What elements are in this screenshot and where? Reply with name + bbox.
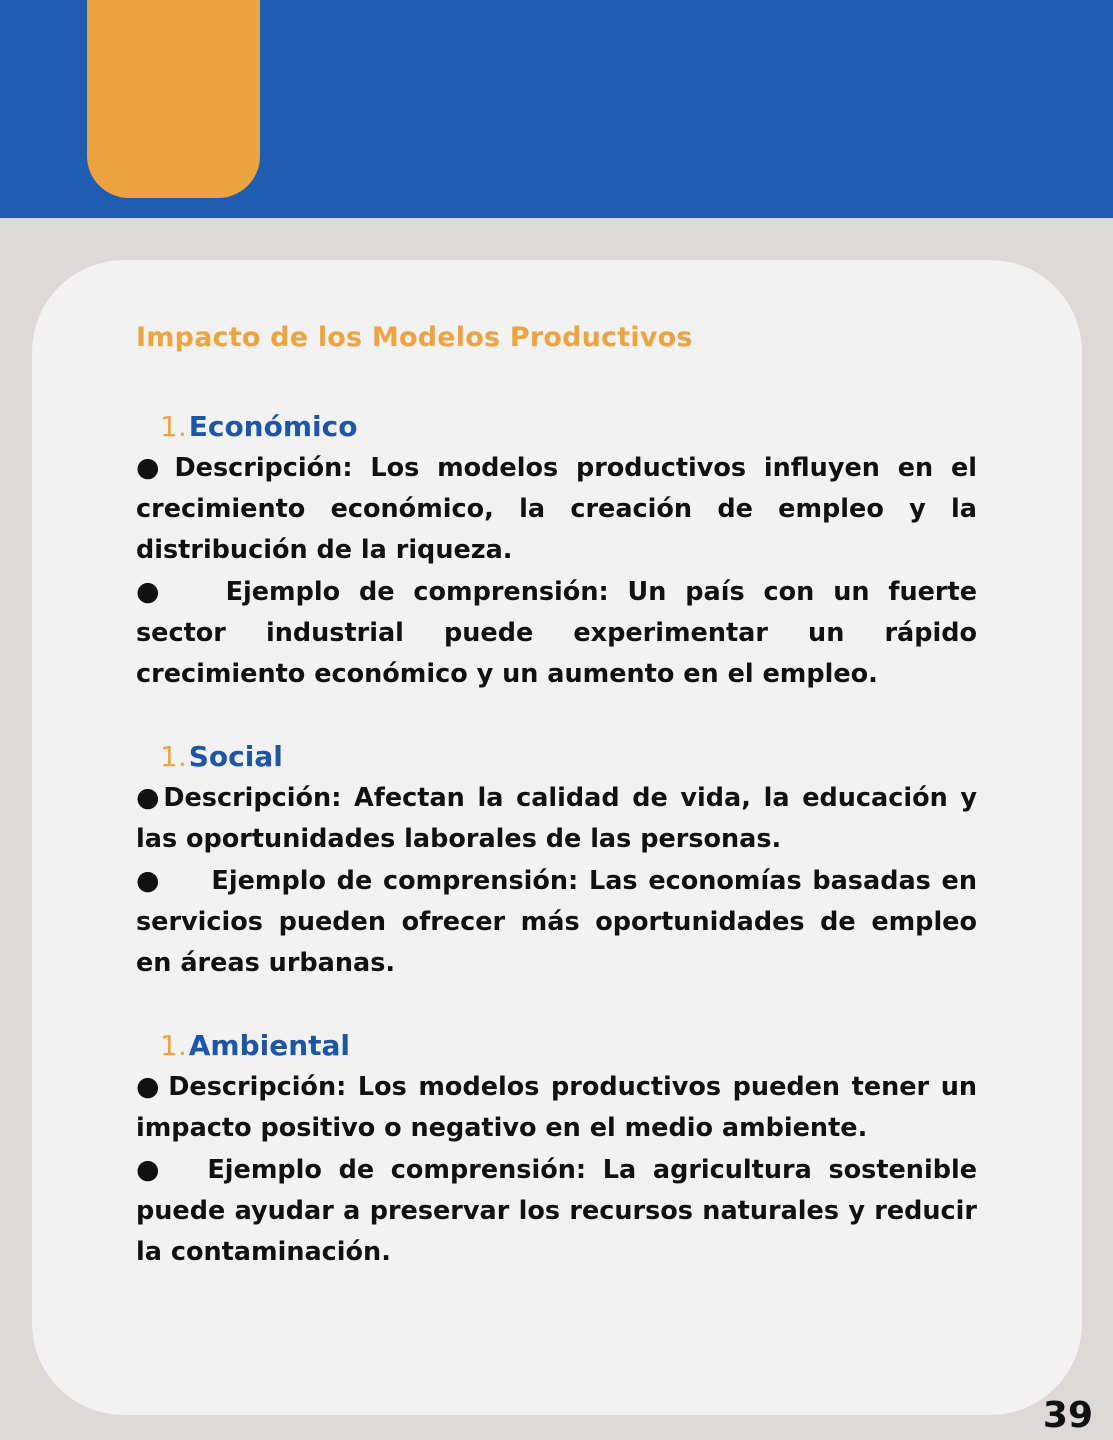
section-social [136,736,977,984]
section-title: Social [188,740,283,773]
bullet-icon: ● [136,865,162,896]
page-content [136,318,977,1314]
example-text: Ejemplo de comprensión: La agricultura sostenible puede ayudar a preservar los recursos naturales y reducir la contaminación. [136,1155,977,1267]
section-heading [136,736,977,777]
header-tab-decoration [87,0,260,198]
description-paragraph [136,1066,977,1149]
example-text: Ejemplo de comprensión: Un país con un fuerte sector industrial puede experimentar un rápido crecimiento económico y un aumento en el empleo. [136,577,977,689]
bullet-icon: ● [136,452,169,483]
description-text: Descripción: Los modelos productivos pueden tener un impacto positivo o negativo en el medio ambiente. [136,1072,978,1143]
bullet-icon: ● [136,1071,163,1102]
example-paragraph [136,1149,977,1273]
bullet-icon: ● [136,576,170,607]
description-text: Descripción: Afectan la calidad de vida, la educación y las oportunidades laborales de las personas. [136,783,978,854]
section-title: Económico [188,410,358,443]
bullet-icon: ● [136,782,164,813]
section-heading [136,406,977,447]
example-text: Ejemplo de comprensión: Las economías basadas en servicios pueden ofrecer más oportunidades de empleo en áreas urbanas. [136,866,978,978]
description-text: Descripción: Los modelos productivos influyen en el crecimiento económico, la creación de empleo y la distribución de la riqueza. [136,453,977,565]
page-number: 39 [1042,1395,1093,1436]
example-paragraph [136,571,977,695]
section-title: Ambiental [188,1029,351,1062]
list-number: 1. [160,410,187,443]
list-number: 1. [160,1029,187,1062]
example-paragraph [136,860,977,984]
list-number: 1. [160,740,187,773]
section-ambiental [136,1025,977,1273]
page-title: Impacto de los Modelos Productivos [136,322,693,353]
section-economico [136,406,977,695]
description-paragraph [136,777,977,860]
section-heading [136,1025,977,1066]
bullet-icon: ● [136,1154,168,1185]
description-paragraph [136,447,977,571]
